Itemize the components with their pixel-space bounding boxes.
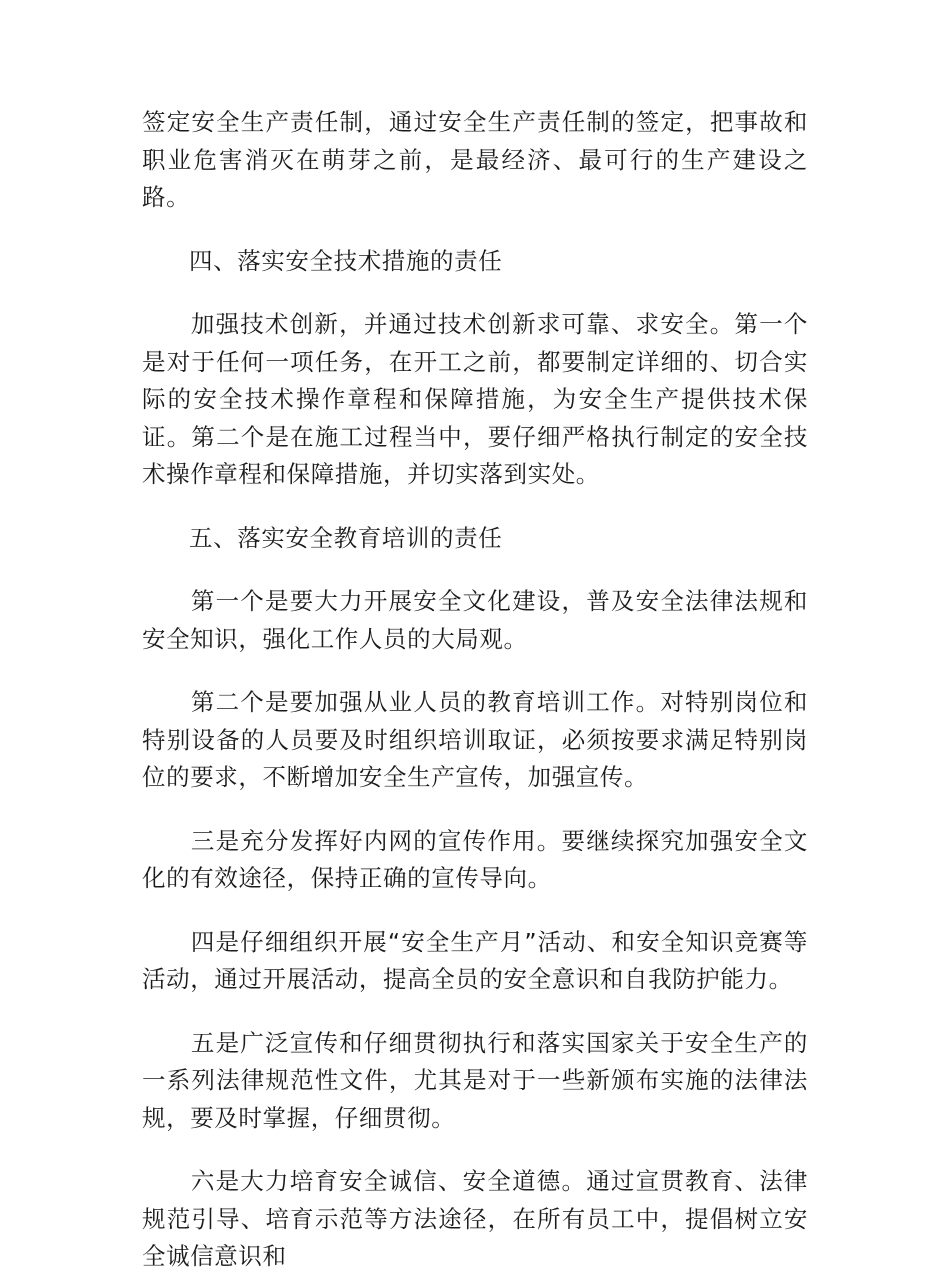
paragraph-continuation: 签定安全生产责任制，通过安全生产责任制的签定，把事故和职业危害消灭在萌芽之前，是最经济、最可行的生产建设之路。 — [142, 108, 808, 211]
paragraph-technical-measures: 加强技术创新，并通过技术创新求可靠、求安全。第一个是对于任何一项任务，在开工之前，都要制定详细的、切合实际的安全技术操作章程和保障措施，为安全生产提供技术保证。第二个是在施工过程当中，要仔细严格执行制定的安全技术操作章程和保障措施，并切实落到实处。 — [142, 310, 808, 488]
paragraph-item-two: 第二个是要加强从业人员的教育培训工作。对特别岗位和特别设备的人员要及时组织培训取证，必须按要求满足特别岗位的要求，不断增加安全生产宣传，加强宣传。 — [142, 688, 808, 791]
section-heading-four: 四、落实安全技术措施的责任 — [189, 246, 503, 275]
paragraph-item-five: 五是广泛宣传和仔细贯彻执行和落实国家关于安全生产的一系列法律规范性文件，尤其是对于一些新颁布实施的法律法规，要及时掌握，仔细贯彻。 — [142, 1028, 808, 1132]
paragraph-item-three: 三是充分发挥好内网的宣传作用。要继续探究加强安全文化的有效途径，保持正确的宣传导向。 — [142, 826, 808, 892]
paragraph-item-one: 第一个是要大力开展安全文化建设，普及安全法律法规和安全知识，强化工作人员的大局观。 — [142, 587, 808, 653]
section-heading-five: 五、落实安全教育培训的责任 — [189, 523, 503, 552]
paragraph-item-four: 四是仔细组织开展“安全生产月”活动、和安全知识竞赛等活动，通过开展活动，提高全员的安全意识和自我防护能力。 — [142, 927, 808, 993]
paragraph-item-six: 六是大力培育安全诚信、安全道德。通过宣贯教育、法律规范引导、培育示范等方法途径，在所有员工中，提倡树立安全诚信意识和 — [142, 1167, 808, 1270]
document-body — [142, 104, 808, 1276]
